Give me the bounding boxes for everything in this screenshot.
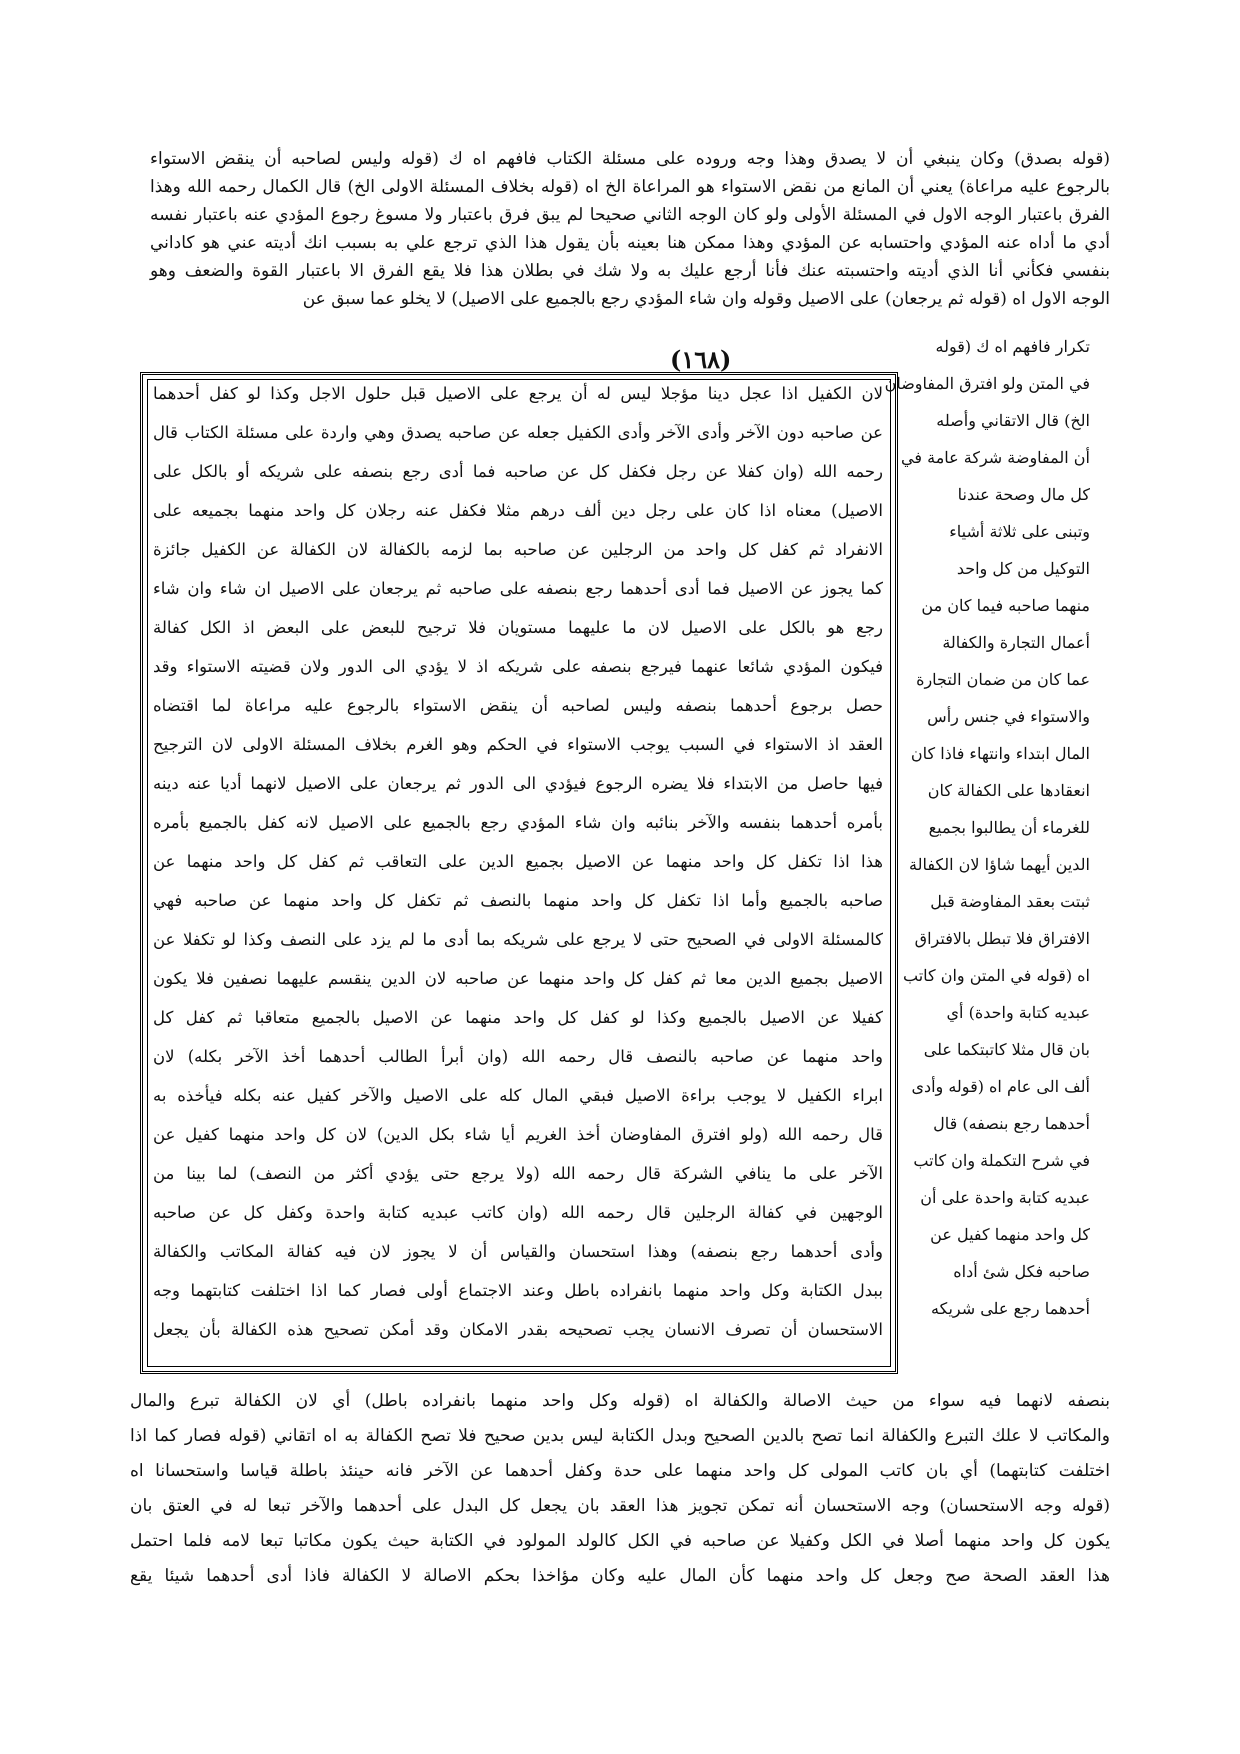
margin-line: عبديه كتابة واحدة) أي [946, 1003, 1090, 1022]
margin-line: في المتن ولو افترق المفاوضان [884, 374, 1090, 393]
margin-line: الافتراق فلا تبطل بالافتراق [914, 929, 1090, 948]
main-text-line: الوجهين في كفالة الرجلين قال رحمه الله (وان كاتب عبديه كتابة واحدة وكفل كل عن صاحبه [153, 1203, 883, 1222]
main-text-line: قال رحمه الله (ولو افترق المفاوضان أخذ الغريم أيا شاء بكل الدين) لان كل واحد منهما كفيل عن [153, 1125, 883, 1144]
main-text-line: الاصيل بجميع الدين معا ثم كفل كل واحد منهما عن صاحبه لان الدين ينقسم عليهما نصفين فلا يكون [153, 969, 883, 988]
margin-line: عبديه كتابة واحدة على أن [920, 1188, 1090, 1207]
commentary-line: الوجه الاول اه (قوله ثم يرجعان) على الاصيل وقوله وان شاء المؤدي رجع بالجميع على الاصيل) لا يخلو عما سبق عن [302, 289, 1110, 309]
margin-line: وتبنى على ثلاثة أشياء [949, 522, 1090, 541]
margin-line: للغرماء أن يطالبوا بجميع [928, 818, 1090, 837]
margin-line: والاستواء في جنس رأس [927, 707, 1090, 726]
commentary-line: بنصفه لانهما فيه سواء من حيث الاصالة والكفالة اه (قوله وكل واحد منهما بانفراده باطل) أي لان الكفالة تبرع والمال [130, 1391, 1110, 1411]
main-text-line: فيها حاصل من الابتداء فلا يضره الرجوع فيؤدي الى الدور ثم يرجعان على الاصيل لانهما أديا عنه دينه [153, 774, 883, 793]
commentary-line: أدي ما أداه عنه المؤدي واحتسابه عن المؤدي وهذا ممكن هنا بعينه بأن يقول هذا الذي ترجع علي به بسبب انك أديته عني هو كاداني [150, 233, 1110, 253]
margin-line: بان قال مثلا كاتبتكما على [923, 1040, 1090, 1059]
main-text-line: صاحبه بالجميع وأما اذا تكفل كل واحد منهما بالنصف ثم تكفل كل واحد منهما عن صاحبه فهي [153, 891, 883, 910]
commentary-line: (قوله وجه الاستحسان) وجه الاستحسان أنه تمكن تجويز هذا العقد بان يجعل كل البدل على أحدهما والآخر تبعا له في العتق بان [130, 1496, 1110, 1516]
margin-line: انعقادها على الكفالة كان [927, 781, 1090, 800]
margin-line: عما كان من ضمان التجارة [916, 670, 1090, 689]
main-text-line: بأمره أحدهما بنفسه والآخر بنائبه وان شاء المؤدي رجع بالجميع على الاصيل لانه كفل بالجميع بأمره [153, 813, 883, 832]
margin-line: أحدهما رجع بنصفه) قال [933, 1114, 1090, 1133]
margin-line: أحدهما رجع على شريكه [931, 1299, 1090, 1318]
main-text-line: لان الكفيل اذا عجل دينا مؤجلا ليس له أن يرجع على الاصيل قبل حلول الاجل وكذا لو كفل أحدهما [153, 384, 883, 403]
main-text-line: ابراء الكفيل لا يوجب براءة الاصيل فبقي المال كله على الاصيل والآخر كفيل عنه بكله فيأخذه به [153, 1086, 883, 1105]
margin-line: الدين أيهما شاؤا لان الكفالة [909, 855, 1090, 874]
main-text-line: كفيلا عن الاصيل بالجميع وكذا لو كفل كل واحد منهما عن الاصيل بالجميع متعاقبا ثم كفل كل [153, 1008, 883, 1027]
margin-line: في شرح التكملة وان كاتب [913, 1151, 1090, 1170]
page-number: (١٦٨) [670, 345, 732, 374]
margin-line: المال ابتداء وانتهاء فاذا كان [910, 744, 1090, 763]
commentary-line: الفرق باعتبار الوجه الاول في المسئلة الأولى ولو كان الوجه الثاني صحيحا لم يبق فرق باعتبار ولا مسوغ رجوع المؤدي عنه باعتبار نفسه [150, 205, 1110, 225]
main-text-line: كما يجوز عن الاصيل فما أدى أحدهما رجع بنصفه على صاحبه ثم يرجعان على الاصيل ان شاء وان شاء [153, 579, 883, 598]
commentary-line: هذا العقد الصحة صح وجعل كل واحد منهما كأن المال عليه وكان مؤاخذا بحكم الاصالة لا الكفالة فاذا أدى أحدهما شيئا يقع [130, 1566, 1110, 1586]
margin-line: منهما صاحبه فيما كان من [921, 596, 1090, 615]
main-text-line: ببدل الكتابة وكل واحد منهما بانفراده باطل وعند الاجتماع أولى فصار كما اذا اختلفت كتابتهما وجه [153, 1281, 883, 1300]
margin-line: ثبتت بعقد المفاوضة قبل [930, 892, 1090, 911]
main-text-line: الانفراد ثم كفل كل واحد من الرجلين عن صاحبه بما لزمه بالكفالة لان الكفالة عن الكفيل جائزة [153, 540, 883, 559]
margin-line: صاحبه فكل شئ أداه [953, 1262, 1090, 1281]
margin-line: الخ) قال الاتقاني وأصله [936, 411, 1090, 430]
main-text-line: حصل برجوع أحدهما بنصفه وليس لصاحبه أن ينقض الاستواء بالرجوع عليه مراعاة لما اقتضاه [153, 696, 883, 715]
main-text-line: كالمسئلة الاولى في الصحيح حتى لا يرجع على شريكه بما أدى ما لم يزد على النصف وكذا لو تكفلا عن [153, 930, 883, 949]
main-text-frame [140, 372, 898, 1374]
commentary-line: (قوله بصدق) وكان ينبغي أن لا يصدق وهذا وجه وروده على مسئلة الكتاب فافهم اه ك (قوله وليس لصاحبه أن ينقض الاستواء [150, 149, 1110, 169]
margin-line: ألف الى عام اه (قوله وأدى [911, 1077, 1090, 1096]
commentary-line: يكون كل واحد منهما أصلا في الكل وكفيلا عن صاحبه في الكل كالولد المولود في الكتابة حيث يكون مكاتبا تبعا لامه فلما احتمل [130, 1531, 1110, 1551]
commentary-line: بالرجوع عليه مراعاة) يعني أن المانع من نقض الاستواء هو المراعاة الخ اه (قوله بخلاف المسئلة الاولى الخ) قال الكمال رحمه الله وهذا [150, 177, 1110, 197]
margin-line: أعمال التجارة والكفالة [942, 633, 1090, 652]
margin-line: التوكيل من كل واحد [956, 559, 1090, 578]
commentary-line: بنفسي فكأني أنا الذي أديته واحتسبته عنك فأنا أرجع عليك به ولا شك في بطلان هذا فلا يقع الفرق الا باعتبار القوة والضعف وهو [150, 261, 1110, 281]
main-text-line: العقد اذ الاستواء في السبب يوجب الاستواء في الحكم وهو الغرم بخلاف المسئلة الاولى لان الترجيح [153, 735, 883, 754]
margin-line: اه (قوله في المتن وان كاتب [902, 966, 1090, 985]
commentary-line: اختلفت كتابتهما) أي بان كاتب المولى كل واحد منهما على حدة وكفل أحدهما عن الآخر فانه حينئذ باطلة قياسا واستحسانا اه [130, 1461, 1110, 1481]
main-text-line: رحمه الله (وان كفلا عن رجل فكفل كل عن صاحبه فما أدى رجع بنصفه على شريكه أو بالكل على [153, 462, 883, 481]
main-text-line: فيكون المؤدي شائعا عنهما فيرجع بنصفه على شريكه اذ لا يؤدي الى الدور ولان قضيته الاستواء وقد [153, 657, 883, 676]
main-text-line: الاستحسان أن تصرف الانسان يجب تصحيحه بقدر الامكان وقد أمكن تصحيح هذه الكفالة بأن يجعل [153, 1320, 883, 1339]
main-text-line: الآخر على ما ينافي الشركة قال رحمه الله (ولا يرجع حتى يؤدي أكثر من النصف) لما بينا من [153, 1164, 883, 1183]
main-text-line: الاصيل) معناه اذا كان على رجل دين ألف درهم مثلا فكفل عنه رجلان كل واحد منهما بجميعه على [153, 501, 883, 520]
main-text-line: هذا اذا تكفل كل واحد منهما عن الاصيل بجميع الدين على التعاقب ثم كفل كل واحد منهما عن [153, 852, 883, 871]
margin-line: كل واحد منهما كفيل عن [930, 1225, 1090, 1244]
margin-line: كل مال وصحة عندنا [957, 485, 1090, 504]
margin-line: أن المفاوضة شركة عامة في [901, 448, 1090, 467]
main-text-line: رجع هو بالكل على الاصيل لان ما عليهما مستويان فلا ترجيح للبعض على البعض اذ الكل كفالة [153, 618, 883, 637]
main-text-line: وأدى أحدهما رجع بنصفه) وهذا استحسان والقياس أن لا يجوز لان فيه كفالة المكاتب والكفالة [153, 1242, 883, 1261]
commentary-line: والمكاتب لا علك التبرع والكفالة انما تصح بالدين الصحيح وبدل الكتابة ليس بدين صحيح فلا تصح الكفالة به اه اتقاني (قوله فصار كما اذا [130, 1426, 1110, 1446]
main-text-line: واحد منهما عن صاحبه بالنصف قال رحمه الله (وان أبرأ الطالب أحدهما أخذ الآخر بكله) لان [153, 1047, 883, 1066]
margin-line: تكرار فافهم اه ك (قوله [935, 337, 1090, 356]
main-text-line: عن صاحبه دون الآخر وأدى الآخر وأدى الكفيل جعله عن صاحبه يصدق وهي واردة على مسئلة الكتاب قال [153, 423, 883, 442]
